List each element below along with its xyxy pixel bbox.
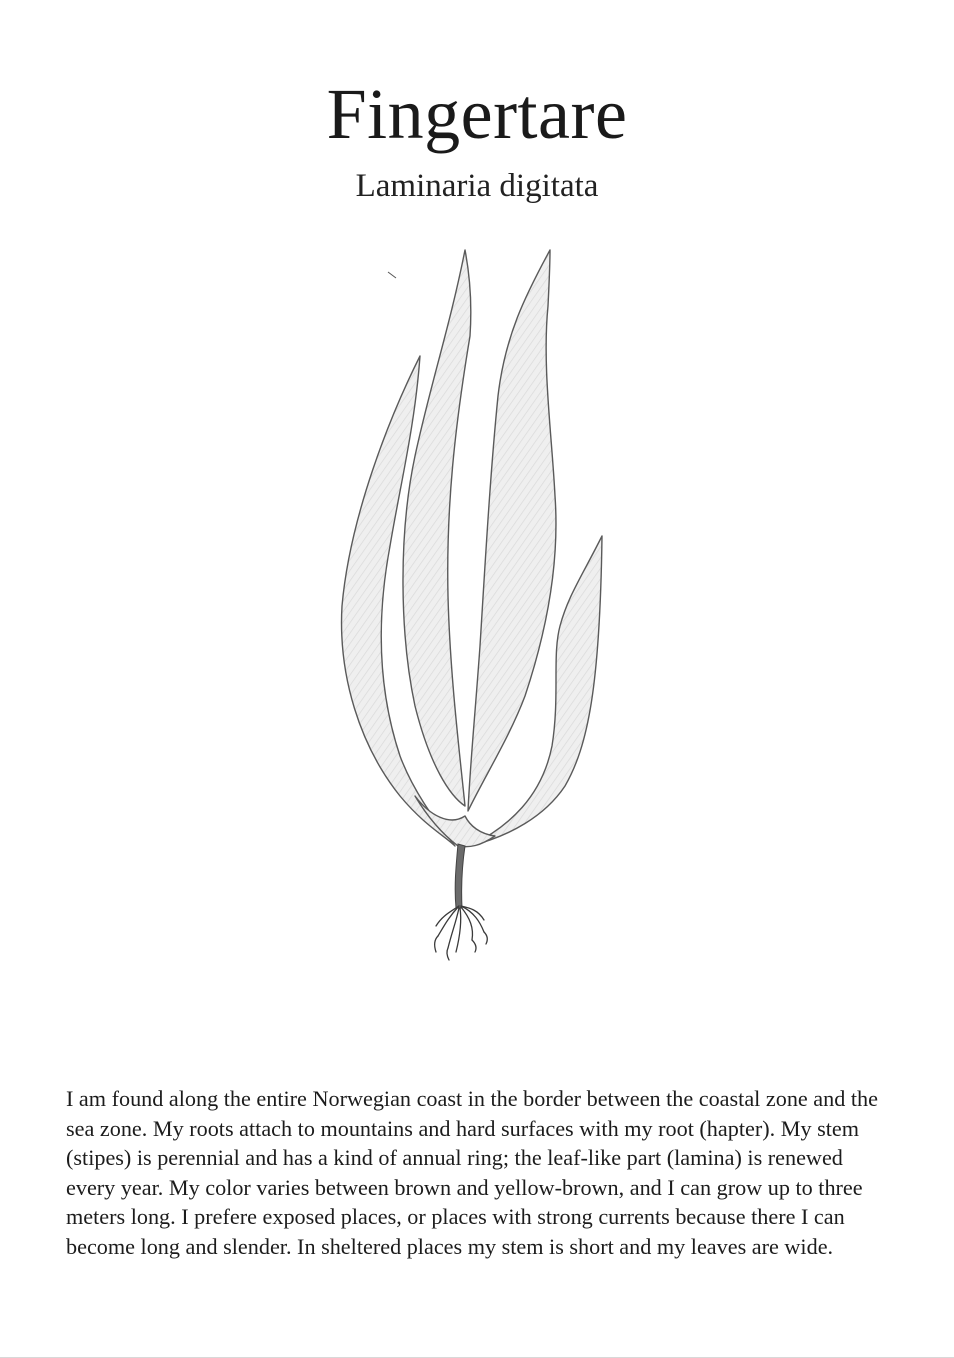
kelp-stem — [455, 844, 465, 908]
latin-name-subtitle: Laminaria digitata — [355, 168, 599, 204]
page-title: Fingertare — [326, 74, 628, 154]
kelp-illustration-icon — [320, 236, 620, 966]
species-description: I am found along the entire Norwegian coast in the border between the coastal zone and the sea zone. My roots attach to mountains and hard surfaces with my root (hapter). My stem (stipes) is perennial and has a kind of annual ring; the leaf-like part (lamina) is renewed every year. My color varies between brown and yellow-brown, and I can grow up to three meters long. I prefere exposed places, or places with strong currents because there I can become long and slender. In sheltered places my stem is short and my leaves are wide. — [66, 1086, 878, 1259]
kelp-blades — [342, 250, 602, 847]
kelp-holdfast — [435, 906, 488, 960]
